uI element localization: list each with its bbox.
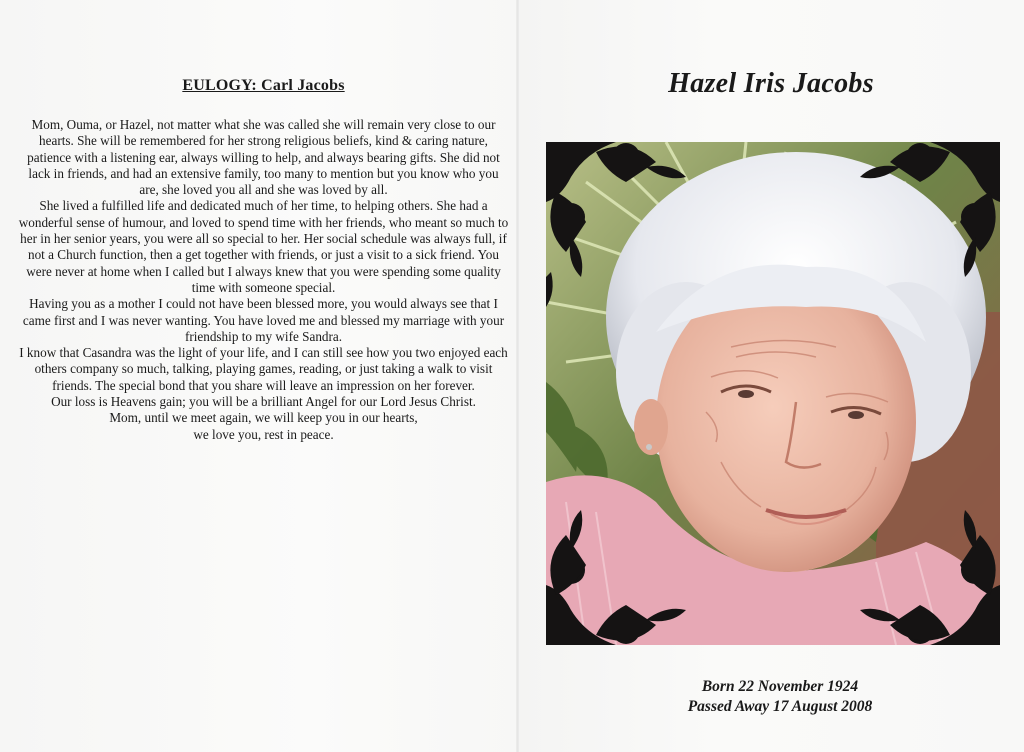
eulogy-paragraph: I know that Casandra was the light of your life, and I can still see how you two enjoyed each others company so much, talking, playing games, reading, or just taking a walk to visit friends. The special bond that you share will leave an impression on her forever.	[19, 345, 508, 393]
death-date: Passed Away 17 August 2008	[687, 697, 873, 715]
eulogy-paragraph: Mom, Ouma, or Hazel, not matter what she was called she will remain very close to our hearts. She will be remembered for her strong religious beliefs, kind & caring nature, patience with a listening ear, always willing to help, and always bearing gifts. She did not lack in friends, and had an extensive family, too many to mention but you know who you are, she loved you all and she was loved by all.	[27, 117, 500, 198]
eulogy-text	[18, 117, 509, 443]
eulogy-paragraph: we love you, rest in peace.	[193, 426, 334, 442]
eulogy-paragraph: Having you as a mother I could not have been blessed more, you would always see that I came first and I was never wanting. You have loved me and blessed my marriage with your friendship to my wife Sandra.	[22, 296, 505, 344]
eulogy-paragraph: Mom, until we meet again, we will keep you in our hearts,	[109, 410, 418, 426]
portrait-photo	[546, 142, 1000, 645]
eulogy-paragraph: Our loss is Heavens gain; you will be a brilliant Angel for our Lord Jesus Christ.	[51, 394, 476, 410]
eulogy-title: EULOGY: Carl Jacobs	[182, 77, 345, 94]
birth-date: Born 22 November 1924	[701, 678, 859, 695]
memorial-name: Hazel Iris Jacobs	[668, 68, 874, 99]
eulogy-paragraph: She lived a fulfilled life and dedicated much of her time, to helping others. She had a wonderful sense of humour, and loved to spend time with her friends, who meant so much to her in her senior years, you were all so special to her. Her social schedule was always full, if not a Church function, then a get together with friends, or just a visit to a sick friend. You were never at home when I called but I always knew that you were spending some quality time with someone special.	[18, 198, 509, 295]
page-fold	[516, 0, 519, 752]
memorial-dates	[518, 677, 1024, 716]
